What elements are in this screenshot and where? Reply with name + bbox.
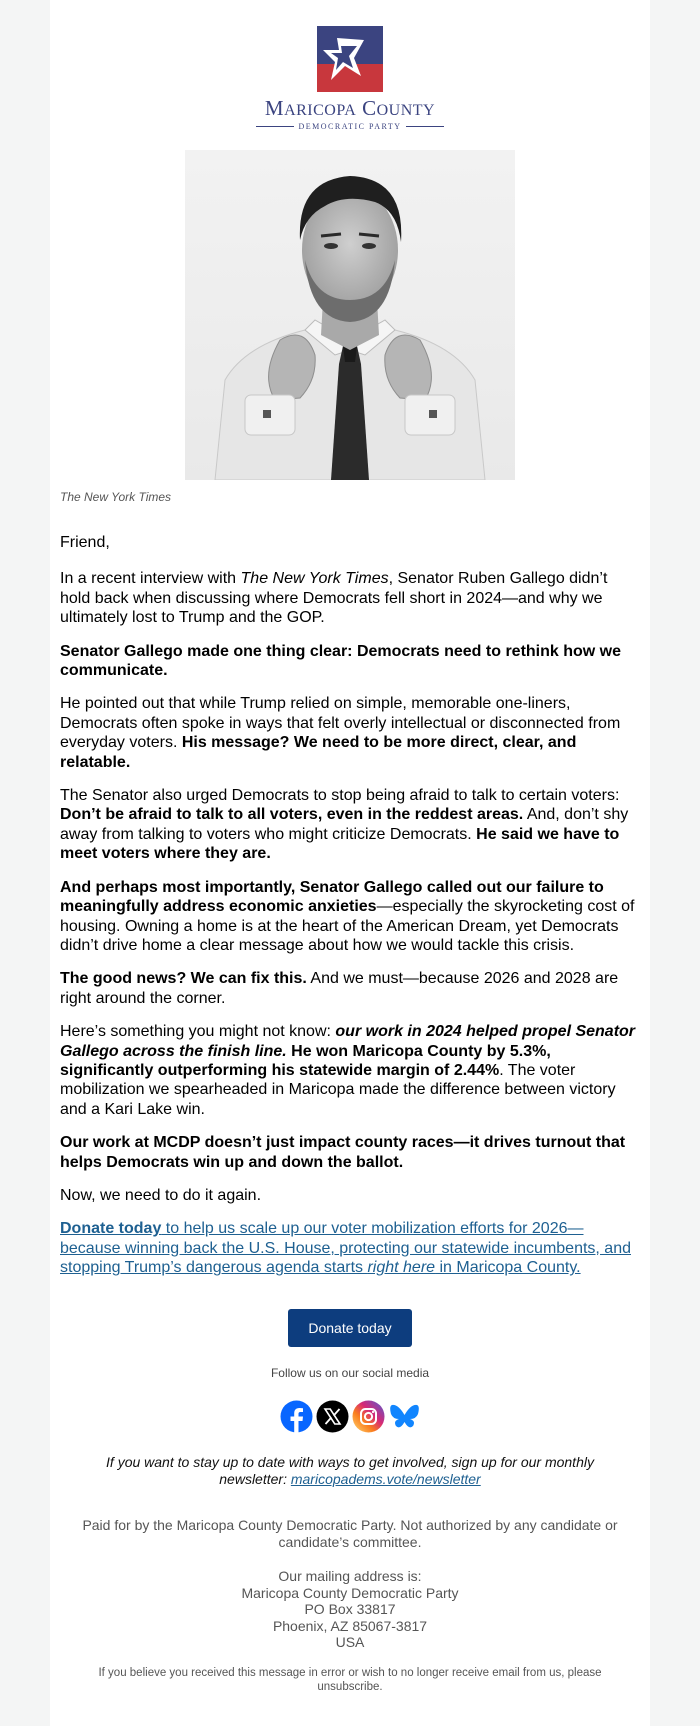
paragraph-6: The good news? We can fix this. And we must—because 2026 and 2028 are right around the corner. — [60, 970, 619, 1007]
paragraph-7: Here’s something you might not know: our work in 2024 helped propel Senator Gallego across the finish line. He won Maricopa County by 5.3%, significantly outperforming his statewide margin of 2.44%. The voter mobilization we spearheaded in Maricopa made the difference between victory and a Kari Lake win. — [60, 1023, 636, 1118]
donate-text-link[interactable]: Donate today to help us scale up our voter mobilization efforts for 2026—because winning back the U.S. House, protecting our statewide incumbents, and stopping Trump’s dangerous agenda starts right here in Maricopa County. — [60, 1220, 631, 1277]
paragraph-2: Senator Gallego made one thing clear: Democrats need to rethink how we communicate. — [60, 642, 622, 680]
newsletter-link[interactable]: maricopadems.vote/newsletter — [290, 1471, 481, 1487]
x-icon[interactable] — [316, 1400, 349, 1433]
social-links — [50, 1400, 650, 1433]
facebook-icon[interactable] — [280, 1400, 313, 1433]
paragraph-1: In a recent interview with The New York Times, Senator Ruben Gallego didn’t hold back when discussing where Democrats fell short in 2024—and why we ultimately lost to Trump and the GOP. — [60, 570, 608, 627]
email-container — [50, 0, 650, 1726]
newsletter-note: If you want to stay up to date with ways to get involved, sign up for our monthly newsletter: maricopadems.vote/newsletter — [106, 1454, 594, 1487]
logo-title: MARICOPA COUNTY — [264, 96, 436, 120]
senator-portrait-image — [185, 150, 515, 480]
photo-caption: The New York Times — [60, 490, 172, 504]
follow-text: Follow us on our social media — [270, 1366, 430, 1380]
instagram-icon[interactable] — [352, 1400, 385, 1433]
paragraph-10 — [60, 1219, 640, 1277]
email-body — [60, 533, 640, 1292]
paragraph-5: And perhaps most importantly, Senator Gallego called out our failure to meaningfully address economic anxieties—especially the skyrocketing cost of housing. Owning a home is at the heart of the American Dream, yet Democrats didn’t drive home a clear message about how we would tackle this crisis. — [60, 878, 635, 954]
mailing-address: Our mailing address is: Maricopa County Democratic Party PO Box 33817 Phoenix, AZ 85067-3817 USA — [241, 1568, 459, 1650]
donate-button[interactable]: Donate today — [288, 1309, 412, 1347]
paragraph-3: He pointed out that while Trump relied on simple, memorable one-liners, Democrats often spoke in ways that felt overly intellectual or disconnected from everyday voters. His message? We need to be more direct, clear, and relatable. — [60, 695, 621, 771]
party-logo[interactable] — [50, 26, 650, 131]
greeting: Friend, — [60, 534, 110, 551]
logo-subtitle: DEMOCRATIC PARTY — [50, 122, 650, 131]
paragraph-4: The Senator also urged Democrats to stop being afraid to talk to certain voters: Don’t be afraid to talk to all voters, even in the reddest areas. And, don’t shy away from talking to voters who might criticize Democrats. He said we have to meet voters where they are. — [60, 787, 629, 863]
paragraph-8: Our work at MCDP doesn’t just impact county races—it drives turnout that helps Democrats win up and down the ballot. — [60, 1134, 626, 1171]
paragraph-9: Now, we need to do it again. — [60, 1186, 262, 1204]
paid-for-disclaimer: Paid for by the Maricopa County Democratic Party. Not authorized by any candidate or candidate’s committee. — [82, 1517, 618, 1550]
star-logo-icon — [317, 26, 383, 92]
unsubscribe-note[interactable]: If you believe you received this message in error or wish to no longer receive email from us, please unsubscribe. — [98, 1667, 602, 1693]
bluesky-icon[interactable] — [388, 1400, 421, 1433]
